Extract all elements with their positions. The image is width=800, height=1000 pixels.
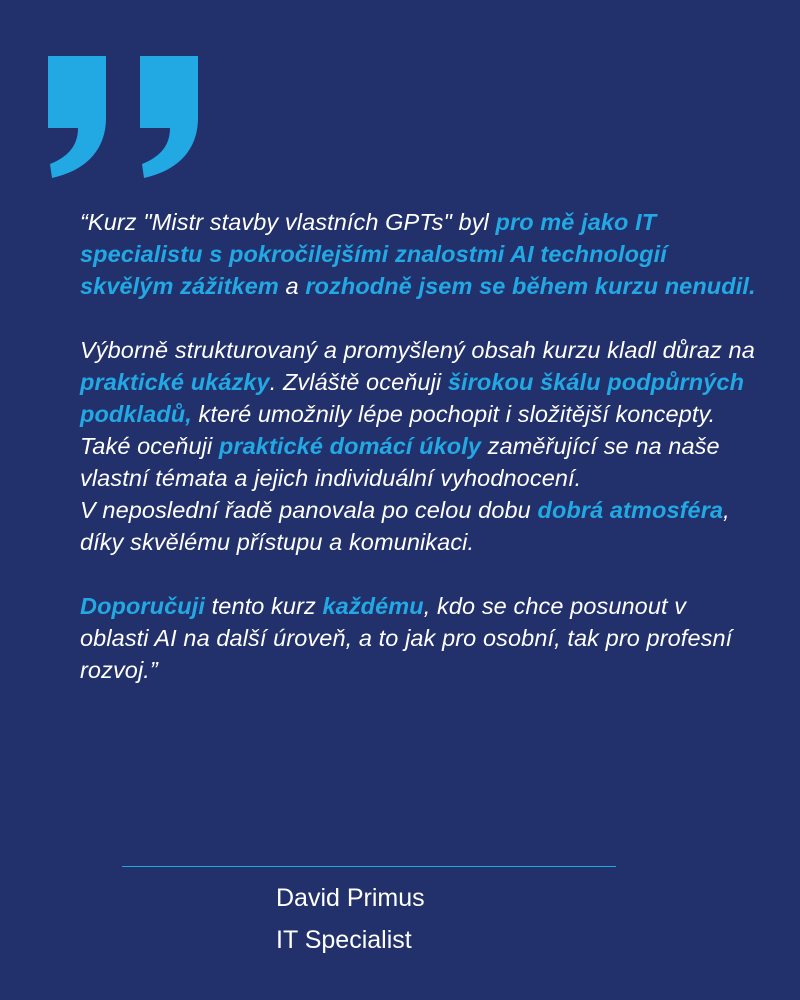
quote-text: Také oceňuji (80, 433, 219, 459)
quote-text: a (278, 273, 306, 299)
divider (122, 866, 616, 867)
quote-paragraph-body (80, 334, 760, 558)
quote-highlight: praktické ukázky (80, 369, 270, 395)
quote-highlight: dobrá atmosféra (537, 497, 724, 523)
author-role: IT Specialist (276, 926, 412, 954)
quote-text: tento kurz (205, 593, 323, 619)
quote-text: , díky skvělému přístupu a komunikaci. (80, 497, 730, 555)
quote-paragraph-intro (80, 206, 760, 302)
quote-text: které umožnily lépe pochopit i složitější koncepty. (191, 401, 716, 427)
author-name: David Primus (276, 884, 425, 912)
quote-highlight: pro mě jako IT specialistu s pokročilejšími znalostmi AI technologií skvělým zážitkem (80, 209, 667, 299)
quote-text: , kdo se chce posunout v oblasti AI na další úroveň, a to jak pro osobní, tak pro profesní rozvoj.” (80, 593, 733, 683)
testimonial-quote (80, 206, 760, 686)
quote-highlight: Doporučuji (80, 593, 206, 619)
quote-highlight: každému (322, 593, 424, 619)
quote-text: “Kurz "Mistr stavby vlastních GPTs" byl (80, 209, 496, 235)
quote-text: Výborně strukturovaný a promyšlený obsah kurzu kladl důraz na (80, 337, 755, 363)
quote-text: . Zvláště oceňuji (269, 369, 448, 395)
quote-paragraph-recommendation (80, 590, 760, 686)
quote-icon (42, 52, 207, 182)
quote-highlight: rozhodně jsem se během kurzu nenudil. (305, 273, 756, 299)
quote-text: V neposlední řadě panovala po celou dobu (80, 497, 538, 523)
quote-text: zaměřující se na naše vlastní témata a jejich individuální vyhodnocení. (80, 433, 720, 491)
quote-highlight: praktické domácí úkoly (218, 433, 482, 459)
quote-highlight: širokou škálu podpůrných podkladů, (80, 369, 745, 427)
